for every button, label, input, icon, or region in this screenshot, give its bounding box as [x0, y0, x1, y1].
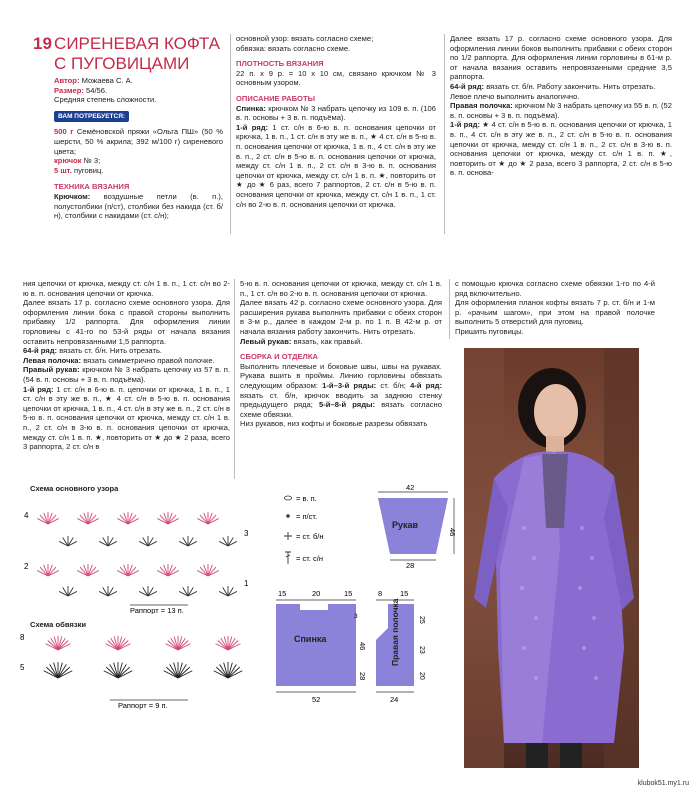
mid-paragraph: ния цепочки от крючка, между ст. с/н 1 в. п., 1 ст. с/н во 2-ю в. п. основания цепочки от крючка. [23, 279, 230, 298]
stitch-fan [197, 564, 218, 576]
right-front-label: Правая полочка [390, 598, 400, 666]
stitch-fan [104, 662, 133, 678]
difficulty-line: Средняя степень сложности. [54, 95, 157, 105]
stitch-fan [37, 512, 58, 524]
mid-paragraph: Далее вязать 17 р. согласно схеме основного узора. Для оформления линии бока с правой стороны выполнить прибавку 1/2 раппорта. Для оформления линии горловины с 41-го по 53-й ряды от начала вязания оставить непровязанными 1,5 раппорта. [23, 298, 230, 346]
rf-row1-text: 1-й ряд: ★ 4 ст. с/н в 5-ю в. п. основания цепочки от крючка, 1 в. п., 4 ст. с/н в эту же в. п., 2 ст. с/н в 5-ю в. п. основания цепочки от крючка, между ст. с/н 1 в. п., 2 ст. с/н в 3-ю в. п. основания цепочки от крючка, между ст. с/н 1 в. п. ★, повторить от ★ до ★ 2 раза, всего 3 раппорта, 2 ст. с/н в 5-ю в. п. основа- [450, 120, 672, 178]
svg-text:15: 15 [278, 589, 287, 598]
stitch-fan [179, 536, 197, 546]
mid-paragraph: Пришить пуговицы. [455, 326, 524, 336]
edging-chart [18, 628, 248, 712]
stitch-fan [59, 536, 77, 546]
slip-stitch-icon [286, 514, 289, 517]
row-label: 3 [244, 529, 249, 538]
svg-text:15: 15 [400, 589, 409, 598]
divider [230, 34, 231, 234]
top-column-2 [236, 34, 436, 209]
article-number: 19 [33, 34, 52, 53]
main-pattern-chart [18, 494, 268, 614]
left-shoulder-text: Левое плечо выполнить аналогично. [450, 91, 580, 101]
watermark: klubok51.my1.ru [637, 780, 689, 788]
col3-paragraph: Далее вязать 17 р. согласно схеме основного узора. Для оформления линии боков выполнить прибавки с обеих сторон по 1/2 раппорта. Для оформления линии горловины в 61-м р. от начала вязания оставить непровязанными средние 3,5 раппорта. [450, 34, 672, 82]
stitch-fan [44, 662, 73, 678]
assembly-heading: СБОРКА И ОТДЕЛКА [240, 352, 318, 362]
sc-icon [284, 532, 292, 540]
assembly-end: Низ рукавов, низ кофты и боковые разрезы обвязать [240, 419, 428, 429]
row-label: 2 [24, 562, 29, 571]
pattern-text: основной узор: вязать согласно схеме; [236, 34, 374, 43]
stitch-fan [77, 512, 98, 524]
svg-text:3: 3 [354, 613, 358, 620]
svg-text:52: 52 [312, 695, 321, 704]
back-schematic [268, 588, 368, 710]
mid-row64: 64-й ряд: вязать ст. б/н. Нить отрезать. [23, 346, 163, 356]
mid-paragraph: Для оформления планок кофты вязать 7 р. ст. б/н и 1-м р. «рачьим шагом», при этом на правой полочке выполнить 5 отверстий для пуговиц. [455, 298, 655, 327]
stitch-fan [157, 512, 178, 524]
middle-column-2 [240, 279, 442, 429]
stitch-fan [59, 586, 77, 596]
row-label: 1 [244, 579, 249, 588]
svg-text:24: 24 [390, 695, 399, 704]
stitch-fan [99, 586, 117, 596]
article-subtitle: С ПУГОВИЦАМИ [54, 54, 190, 73]
stitch-fan [117, 564, 138, 576]
materials-text: 500 г Семёновской пряжи «Ольга ПШ» (50 % шерсти, 50 % акрила; 392 м/100 г) сиреневого цвета; крючок № 3; 5 шт. пуговиц. [54, 127, 223, 175]
edging-text: обвязка: вязать согласно схеме. [236, 43, 351, 53]
dc-icon [285, 552, 291, 564]
stitch-fan [219, 536, 237, 546]
svg-text:8: 8 [378, 589, 383, 598]
stitch-fan [166, 636, 191, 650]
materials-badge: ВАМ ПОТРЕБУЕТСЯ: [54, 111, 129, 123]
stitch-fan [46, 636, 71, 650]
legend-label: = в. п. [296, 494, 317, 503]
stitch-fan [214, 662, 243, 678]
divider [449, 279, 450, 339]
sleeve-label: Рукав [392, 520, 419, 530]
chain-icon [285, 496, 292, 500]
row-label: 4 [24, 511, 29, 520]
stitch-fan [197, 512, 218, 524]
stitch-fan [106, 636, 131, 650]
main-chart-title: Схема основного узора [30, 484, 119, 493]
author-line: Автор: Можаева С. А. [54, 76, 133, 85]
stitch-fan [139, 536, 157, 546]
stitch-fan [179, 586, 197, 596]
svg-text:20: 20 [312, 589, 321, 598]
svg-text:46: 46 [358, 642, 367, 651]
middle-column-1 [23, 279, 230, 452]
legend-label: = ст. б/н [296, 532, 324, 541]
mid-paragraph: Далее вязать 42 р. согласно схеме основного узора. Для расширения рукава выполнить прибавки с обеих сторон в 3-м р., далее в каждом 2-м р. по 1 п. В 42-м р. от начала вязания работу закончить. Нить отрезать. [240, 298, 442, 336]
stitch-fan [99, 536, 117, 546]
svg-text:28: 28 [358, 672, 367, 681]
mid-paragraph: 5-ю в. п. основания цепочки от крючка, между ст. с/н 1 в. п., 1 ст. с/н во 2-ю в. п. основания цепочки от крючка. [240, 279, 442, 298]
back-text: Спинка: крючком № 3 набрать цепочку из 109 в. п. (106 в. п. основы + 3 в. п. подъёма). [236, 103, 436, 123]
edging-repeat-label: Раппорт = 9 п. [118, 701, 168, 710]
stitch-fan [219, 586, 237, 596]
article-header [33, 34, 223, 221]
svg-text:28: 28 [406, 561, 415, 570]
chart-legend [280, 492, 350, 582]
svg-text:46: 46 [448, 528, 457, 537]
stitch-fan [216, 636, 241, 650]
stitch-fan [117, 512, 138, 524]
stitch-fan [164, 662, 193, 678]
main-repeat-label: Раппорт = 13 п. [130, 606, 184, 614]
right-front-text: Правая полочка: крючком № 3 набрать цепочку из 55 в. п. (52 в. п. основы + 3 в. п. подъёма). [450, 101, 673, 120]
row64-text: 64-й ряд: вязать ст. б/н. Работу закончить. Нить отрезать. [450, 81, 656, 91]
left-front-text: Левая полочка: вязать симметрично правой полочке. [23, 355, 215, 365]
svg-text:42: 42 [406, 484, 415, 492]
svg-text:15: 15 [344, 589, 353, 598]
assembly-text: Выполнить плечевые и боковые швы, швы на рукавах. Рукава вшить в проймы. Линию горловины обвязать следующим образом: 1-й–3-й ряды: ст. б/н; 4-й ряд: вязать ст. б/н, крючок вводить за заднюю стенку предыдущего ряда; 5-й–8-й ряды: вязать согласно схеме обвязки. [240, 361, 442, 419]
description-heading: ОПИСАНИЕ РАБОТЫ [236, 93, 316, 103]
row-label: 8 [20, 633, 25, 642]
stitch-fan [77, 564, 98, 576]
size-line: Размер: 54/56. [54, 85, 108, 95]
article-title: СИРЕНЕВАЯ КОФТА [54, 34, 221, 53]
right-front-schematic [368, 588, 448, 710]
edging-chart-title: Схема обвязки [30, 620, 87, 629]
sleeve-row1-text: 1-й ряд: 1 ст. с/н в 6-ю в. п. цепочки от крючка, 1 в. п., 1 ст. с/н в эту же в. п., ★ 4 ст. с/н в 5-ю в. п. основания цепочки от крючка, 1 в. п., 4 ст. с/н в эту же в. п., 2 ст. с/н в 5-ю в. п. основания цепочки от крючка, между ст. с/н 1 в. п., 2 ст. с/н в 3-ю в. п. основания цепочки от крючка, между ст. с/н 1 в. п. ★, повторить от ★ до ★ 2 раза, всего 3 раппорта, 2 ст. с/н в [23, 384, 230, 452]
model-photo [464, 348, 639, 768]
divider [234, 279, 235, 479]
top-column-3 [450, 34, 672, 178]
back-label: Спинка [294, 634, 327, 644]
svg-text:20: 20 [418, 672, 425, 680]
technique-text: Крючком: воздушные петли (в. п.), полустолбики (п/ст), столбики без накида (ст. б/н), столбики с накидами (ст. с/н); [54, 191, 223, 221]
svg-text:25: 25 [418, 616, 425, 624]
right-sleeve-text: Правый рукав: крючком № 3 набрать цепочку из 57 в. п. (54 в. п. основы + 3 в. п. подъёма). [23, 365, 231, 384]
divider [444, 34, 445, 234]
row-label: 5 [20, 663, 25, 672]
legend-label: = ст. с/н [296, 554, 323, 563]
sleeve-schematic [368, 484, 458, 580]
gauge-heading: ПЛОТНОСТЬ ВЯЗАНИЯ [236, 59, 324, 69]
technique-heading: ТЕХНИКА ВЯЗАНИЯ [54, 182, 130, 192]
row1-text: 1-й ряд: 1 ст. с/н в 6-ю в. п. основания цепочки от крючка, 1 в. п., 1 ст. с/н в эту же в. п., ★ 4 ст. с/н в 5-ю в. п. основания цепочки от крючка, 1 в. п., 4 ст. с/н в эту же в. п., 2 ст. с/н в 5-ю в. п. основания цепочки от крючка, между ст. с/н 1 в. п., 2 ст. с/н в 3-ю в. п. основания цепочки от крючка, между ст. с/н 1 в. п. ★, повторить от ★ до ★ 6 раз, всего 7 раппортов, 2 ст. с/н в 5-ю в. п. основания цепочки от крючка, между ст. с/н 1 в. п., 1 ст. с/н во 2-ю в. п. основания цепочки от крючка. [236, 122, 436, 209]
left-sleeve-text: Левый рукав: вязать, как правый. [240, 336, 363, 346]
middle-column-3 [455, 279, 655, 337]
stitch-fan [37, 564, 58, 576]
gauge-text: 22 п. х 9 р. = 10 х 10 см, связано крючком № 3 основным узором. [236, 68, 436, 88]
svg-text:23: 23 [418, 646, 425, 654]
stitch-fan [157, 564, 178, 576]
stitch-fan [139, 586, 157, 596]
legend-label: = п/ст. [296, 512, 318, 521]
mid-paragraph: с помощью крючка согласно схеме обвязки 1-го по 4-й ряд включительно. [455, 279, 655, 298]
